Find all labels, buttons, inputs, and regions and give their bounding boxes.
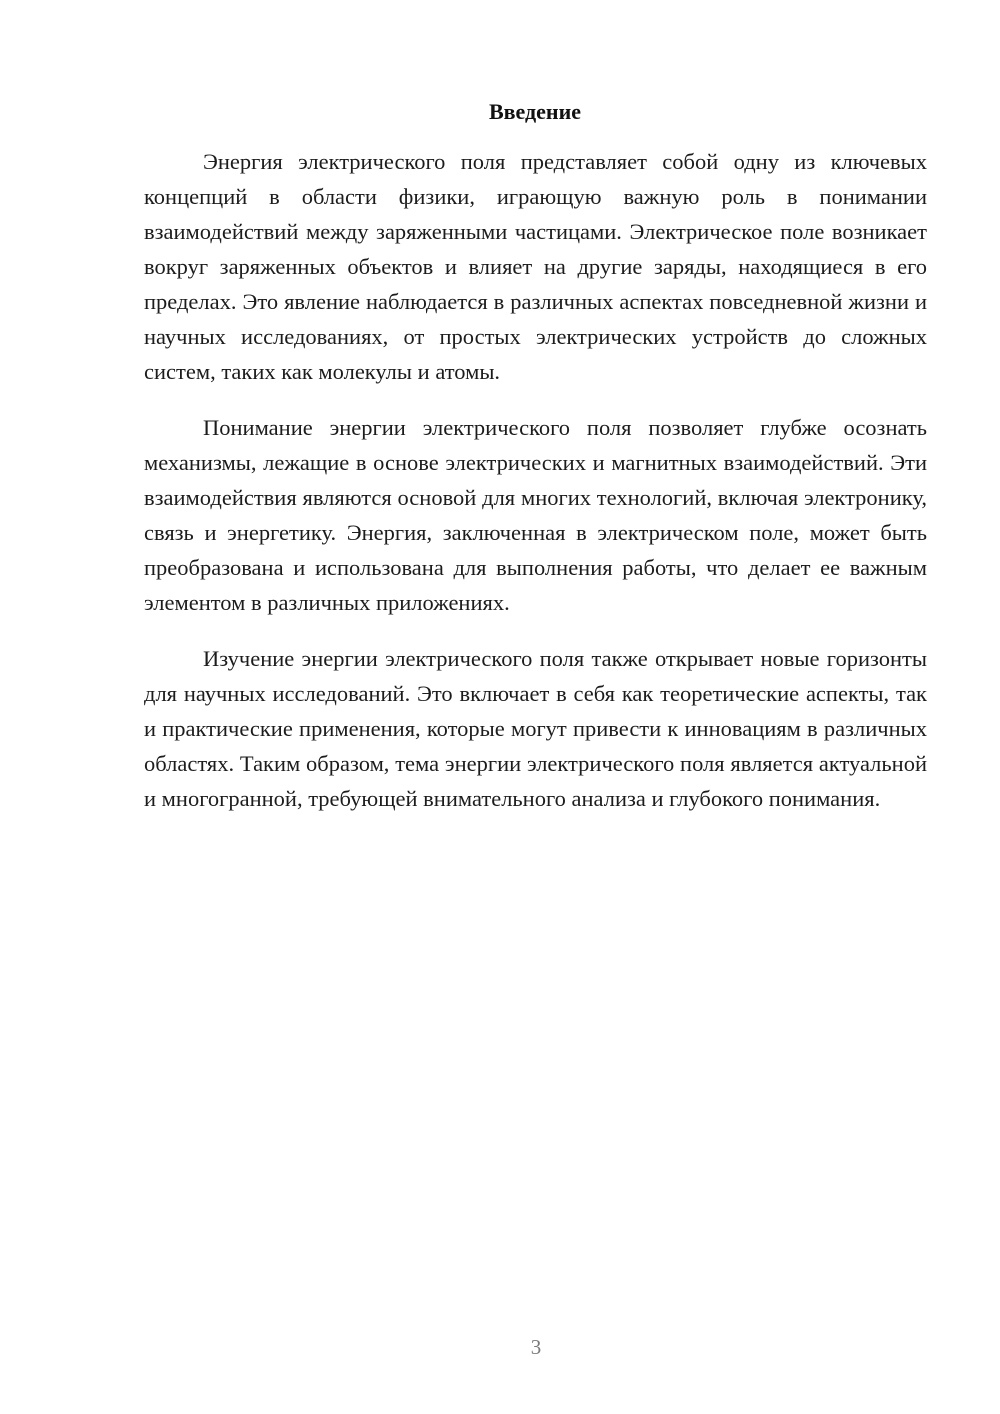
body-text [144, 144, 927, 837]
section-title: Введение [488, 99, 582, 124]
paragraph-2: Понимание энергии электрического поля позволяет глубже осознать механизмы, лежащие в основе электрических и магнитных взаимодействий. Эти взаимодействия являются основой для многих технологий, включая электронику, связь и энергетику. Энергия, заключенная в электрическом поле, может быть преобразована и использована для выполнения работы, что делает ее важным элементом в различных приложениях. [144, 415, 927, 615]
page-number: 3 [530, 1335, 542, 1359]
paragraph-1: Энергия электрического поля представляет собой одну из ключевых концепций в области физики, играющую важную роль в понимании взаимодействий между заряженными частицами. Электрическое поле возникает вокруг заряженных объектов и влияет на другие заряды, находящиеся в его пределах. Это явление наблюдается в различных аспектах повседневной жизни и научных исследованиях, от простых электрических устройств до сложных систем, таких как молекулы и атомы. [144, 149, 927, 384]
paragraph-3: Изучение энергии электрического поля также открывает новые горизонты для научных исследований. Это включает в себя как теоретические аспекты, так и практические применения, которые могут привести к инновациям в различных областях. Таким образом, тема энергии электрического поля является актуальной и многогранной, требующей внимательного анализа и глубокого понимания. [144, 646, 927, 811]
